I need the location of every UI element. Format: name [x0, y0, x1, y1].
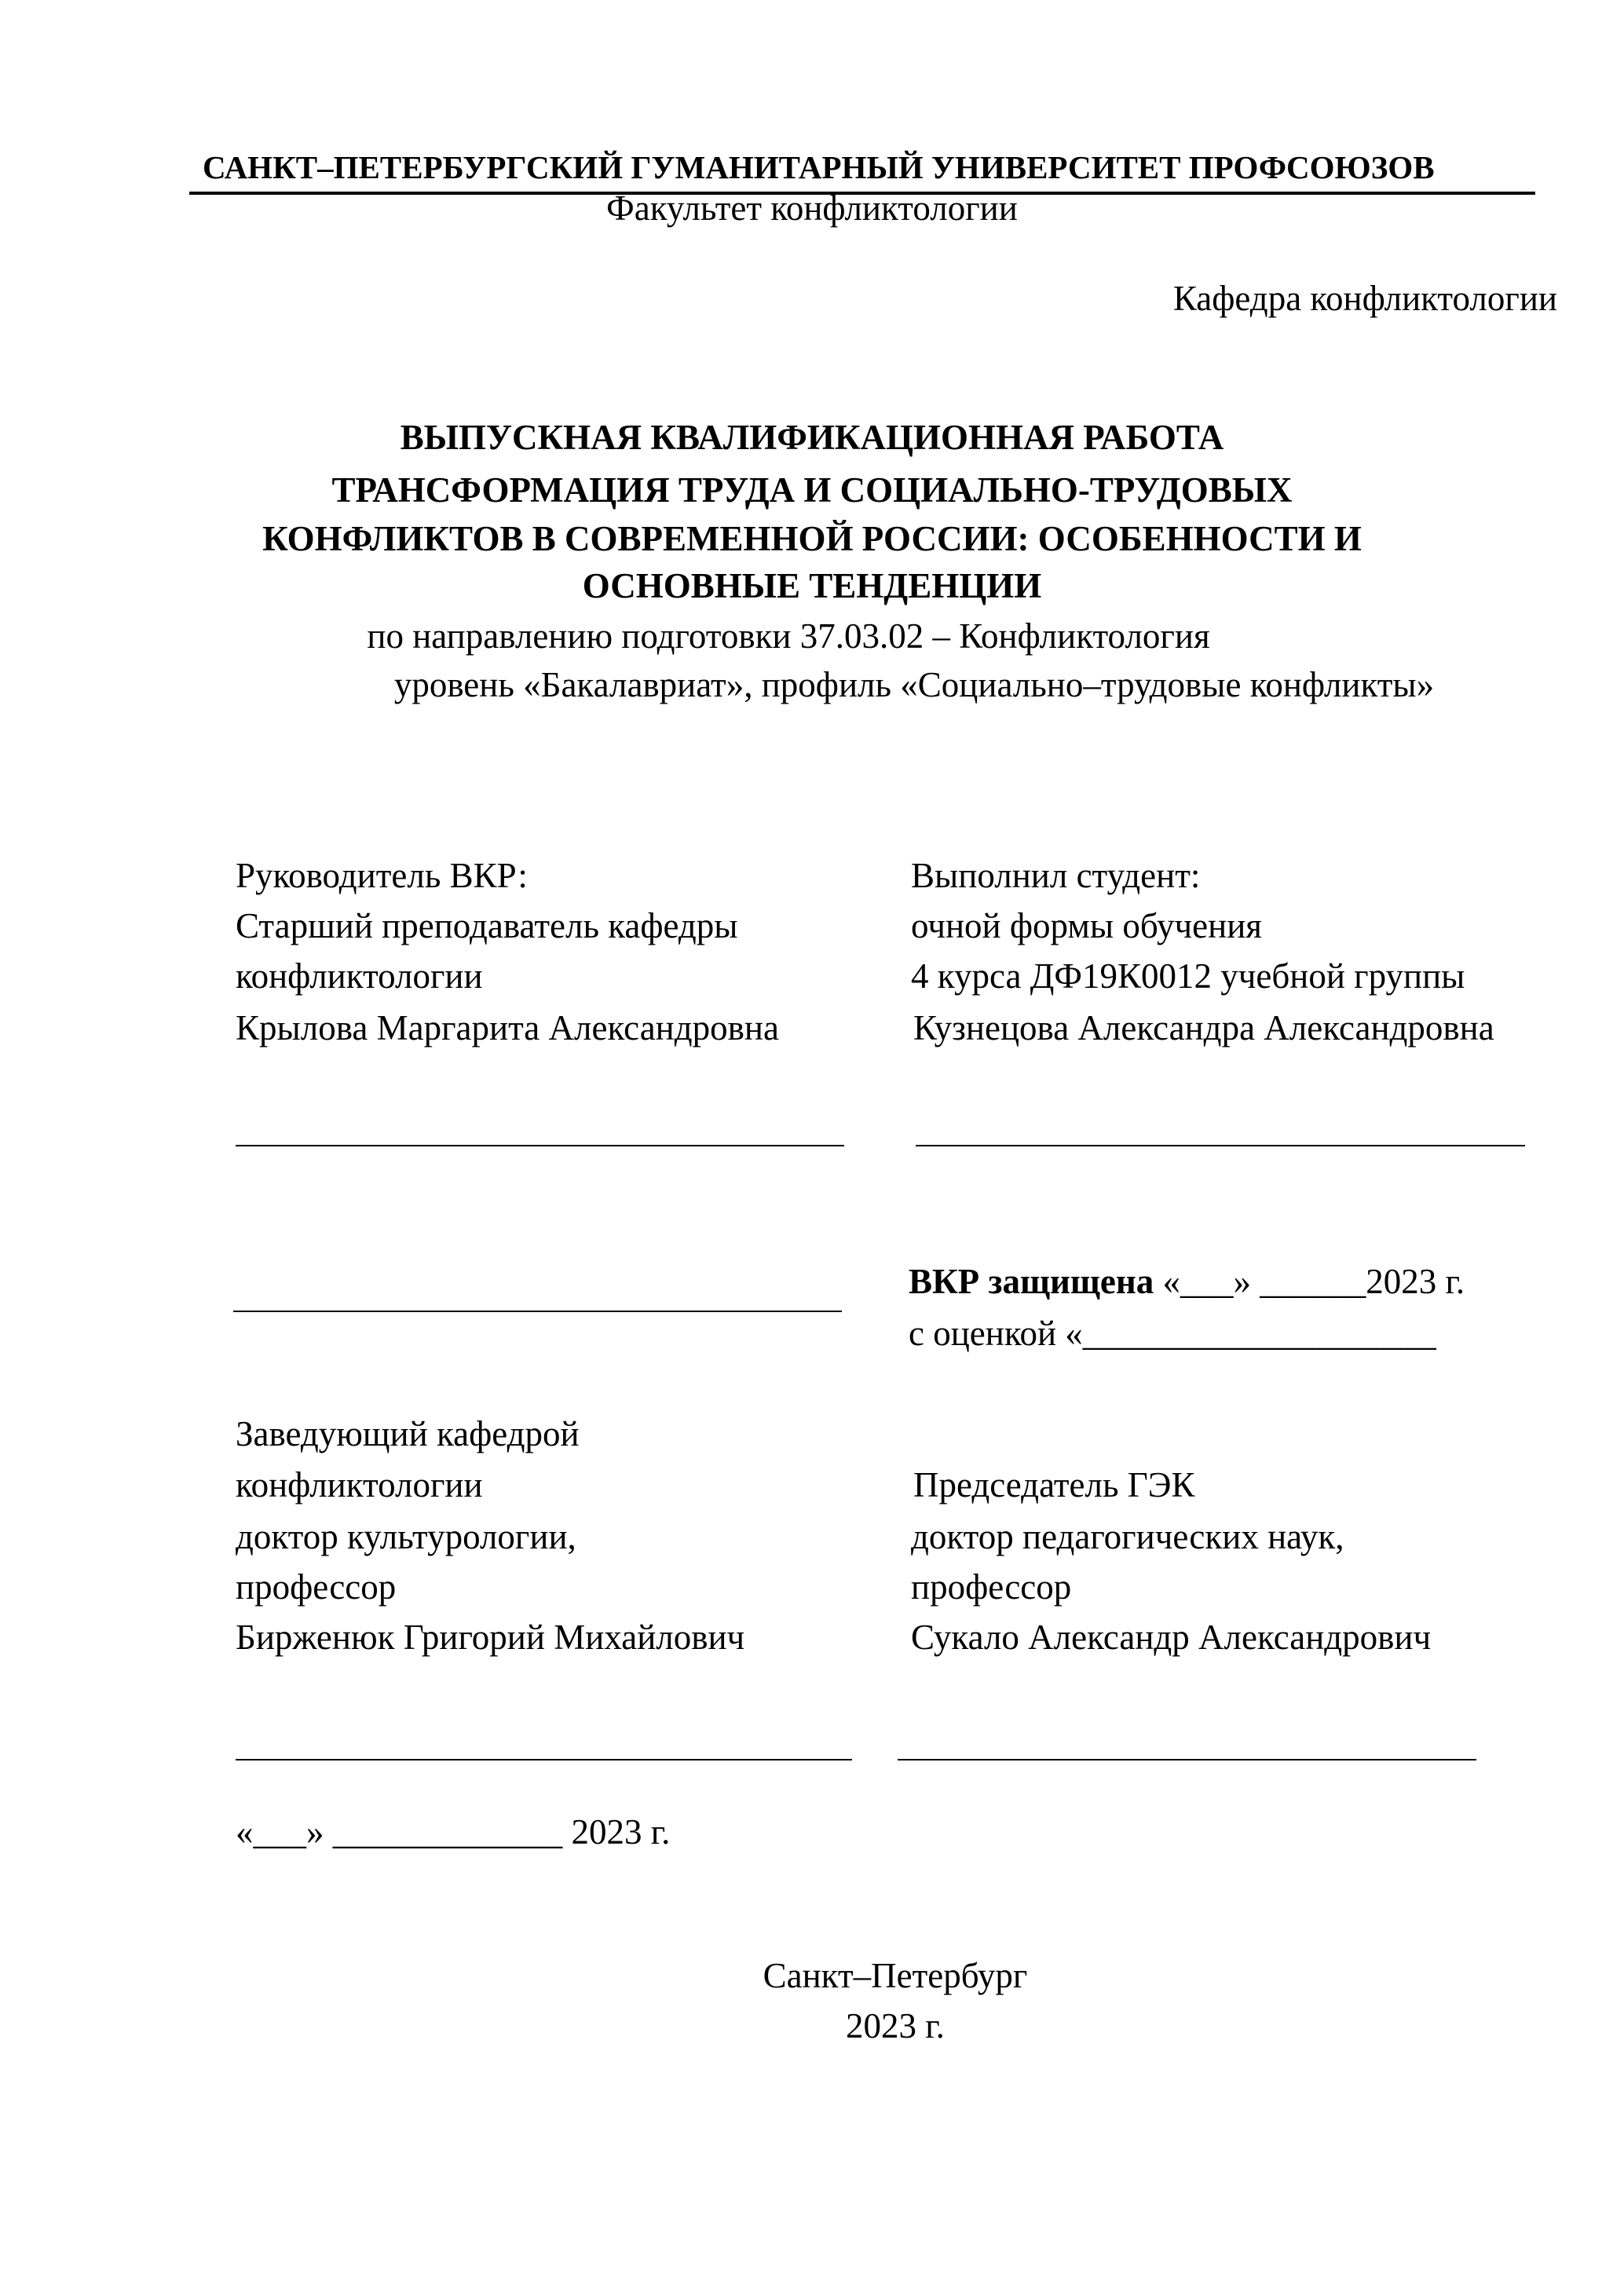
student-form: очной формы обучения [911, 906, 1262, 945]
student-group: 4 курса ДФ19К0012 учебной группы [911, 956, 1465, 996]
faculty-name: Факультет конфликтологии [606, 188, 1018, 228]
defense-status [909, 1262, 1465, 1301]
year: 2023 г. [846, 2006, 945, 2046]
chairman-signature-line [898, 1759, 1476, 1760]
head-signature-line [236, 1759, 852, 1760]
direction: по направлению подготовки 37.03.02 – Конфликтология [367, 616, 1210, 656]
head-label-2: конфликтологии [236, 1465, 483, 1504]
date-line: «___» _____________ 2023 г. [236, 1812, 671, 1852]
title-line-2: ТРАНСФОРМАЦИЯ ТРУДА И СОЦИАЛЬНО-ТРУДОВЫХ [331, 470, 1293, 510]
head-title: профессор [236, 1567, 397, 1607]
chairman-title: профессор [911, 1567, 1072, 1607]
supervisor-position: Старший преподаватель кафедры [236, 906, 738, 945]
student-signature-line [916, 1145, 1525, 1146]
chairman-degree: доктор педагогических наук, [911, 1517, 1344, 1556]
student-label: Выполнил студент: [911, 856, 1201, 895]
department-name: Кафедра конфликтологии [1172, 279, 1557, 318]
supervisor-position-2: конфликтологии [236, 956, 483, 996]
title-line-3: КОНФЛИКТОВ В СОВРЕМЕННОЙ РОССИИ: ОСОБЕННОСТИ И [262, 519, 1362, 558]
title-line-1: ВЫПУСКНАЯ КВАЛИФИКАЦИОННАЯ РАБОТА [400, 418, 1224, 457]
title-line-4: ОСНОВНЫЕ ТЕНДЕНЦИИ [582, 566, 1042, 605]
head-degree: доктор культурологии, [236, 1517, 576, 1556]
city: Санкт–Петербург [763, 1956, 1028, 1995]
head-name: Бирженюк Григорий Михайлович [236, 1618, 745, 1657]
defense-grade: с оценкой «____________________ [909, 1314, 1436, 1353]
supervisor-label: Руководитель ВКР: [236, 856, 528, 895]
student-name: Кузнецова Александра Александровна [913, 1008, 1494, 1047]
supervisor-signature-line [236, 1145, 844, 1146]
defense-label: ВКР защищена [909, 1262, 1154, 1301]
supervisor-name: Крылова Маргарита Александровна [236, 1008, 779, 1047]
head-label: Заведующий кафедрой [236, 1414, 580, 1453]
chairman-label: Председатель ГЭК [913, 1465, 1195, 1504]
level-profile: уровень «Бакалавриат», профиль «Социально–трудовые конфликты» [393, 665, 1435, 704]
university-name: САНКТ–ПЕТЕРБУРГСКИЙ ГУМАНИТАРНЫЙ УНИВЕРСИТЕТ ПРОФСОЮЗОВ [203, 149, 1435, 185]
defense-date: «___» ______2023 г. [1154, 1262, 1465, 1301]
chairman-name: Сукало Александр Александрович [911, 1618, 1432, 1657]
signature-line [233, 1311, 842, 1312]
